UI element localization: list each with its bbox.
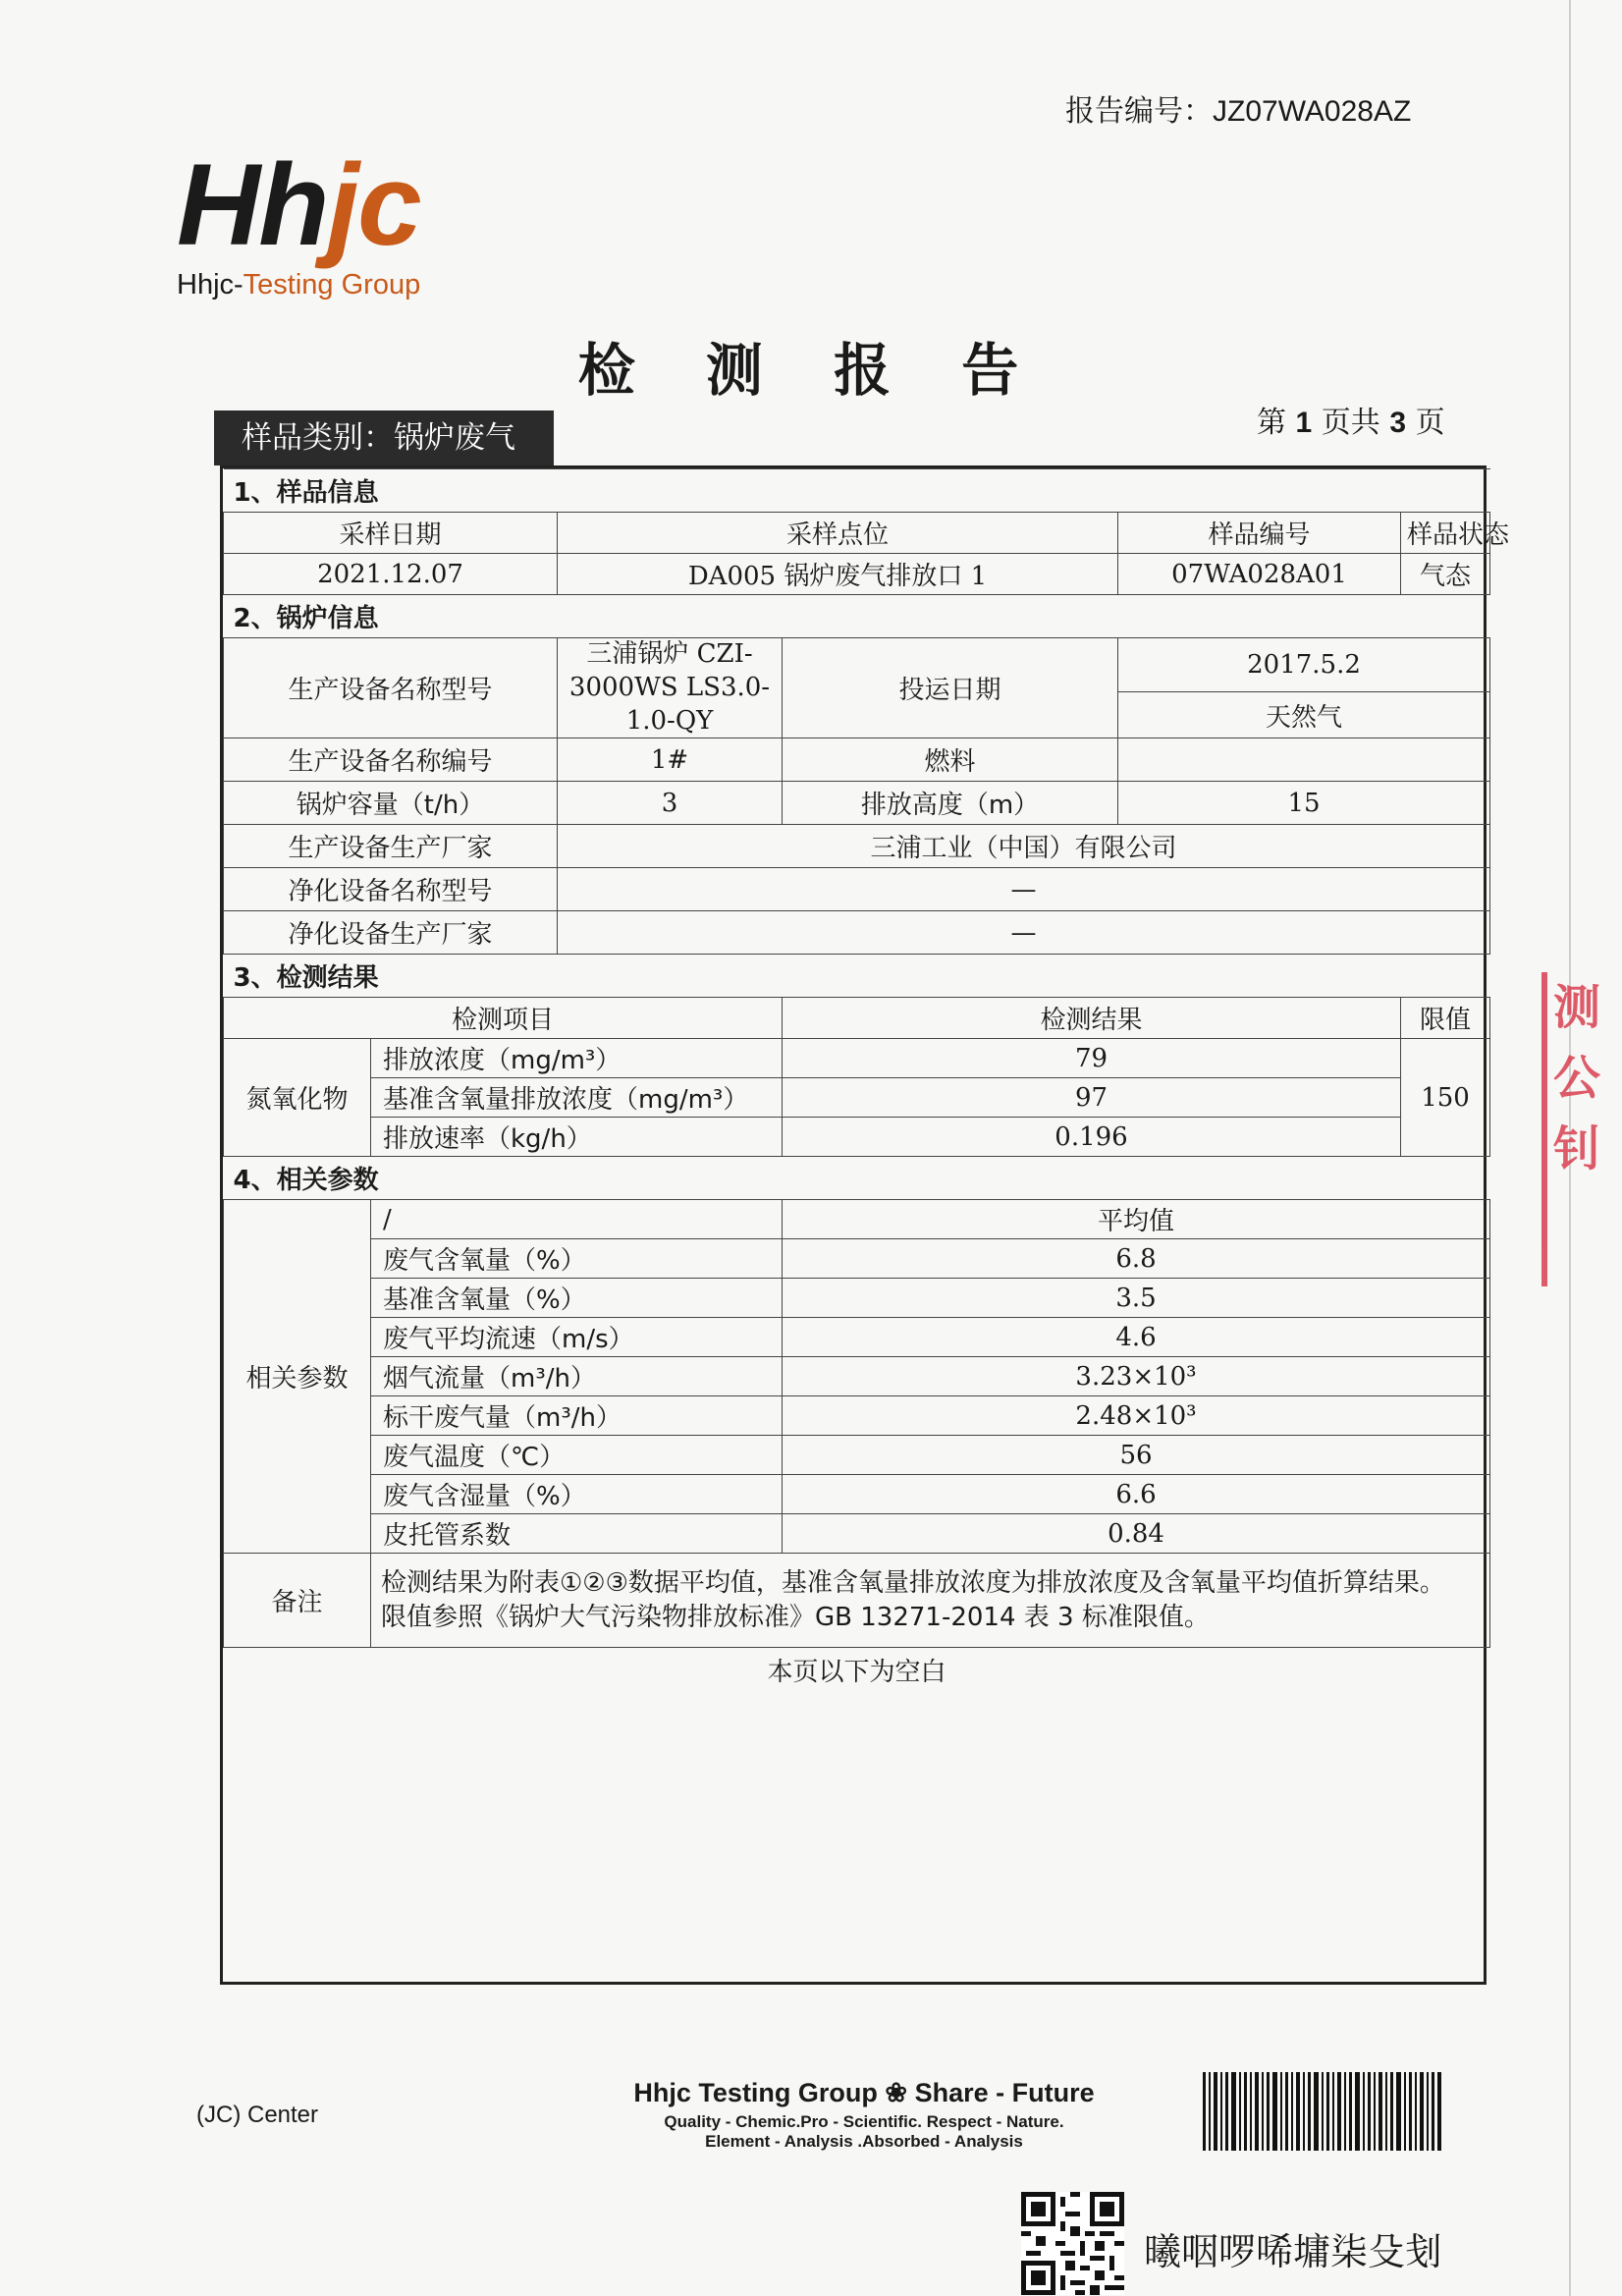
page-count bbox=[1257, 398, 1445, 441]
blank-note: 本页以下为空白 bbox=[767, 1658, 946, 1688]
param-item: 标干废气量（m³/h） bbox=[371, 1396, 783, 1436]
label-manufacturer: 生产设备生产厂家 bbox=[224, 825, 558, 868]
page-prefix: 第 bbox=[1257, 406, 1286, 440]
result-value: 0.196 bbox=[783, 1118, 1401, 1157]
params-header-item: / bbox=[371, 1200, 783, 1239]
logo-subtitle bbox=[177, 269, 420, 301]
page-suffix: 页 bbox=[1415, 406, 1445, 440]
value-sample-state: 气态 bbox=[1401, 554, 1490, 595]
company-logo bbox=[177, 140, 421, 301]
result-item: 基准含氧量排放浓度（mg/m³） bbox=[371, 1078, 783, 1118]
footer-slogan-line-1 bbox=[628, 2078, 1100, 2108]
param-item: 废气温度（℃） bbox=[371, 1436, 783, 1475]
label-purifier-maker: 净化设备生产厂家 bbox=[224, 911, 558, 955]
barcode-icon bbox=[1203, 2072, 1443, 2151]
param-value: 3.23×10³ bbox=[783, 1357, 1490, 1396]
param-value: 6.6 bbox=[783, 1475, 1490, 1514]
value-sampling-point: DA005 锅炉废气排放口 1 bbox=[558, 554, 1118, 595]
value-start-date: 2017.5.2 bbox=[1118, 638, 1490, 692]
param-item: 烟气流量（m³/h） bbox=[371, 1357, 783, 1396]
report-table bbox=[223, 468, 1510, 1937]
label-capacity: 锅炉容量（t/h） bbox=[224, 782, 558, 825]
page-total: 3 bbox=[1389, 407, 1407, 439]
footer-center-label: (JC) Center bbox=[196, 2102, 319, 2128]
label-device-no: 生产设备名称编号 bbox=[224, 738, 558, 782]
param-item: 废气含氧量（%） bbox=[371, 1239, 783, 1279]
header-test-item: 检测项目 bbox=[224, 998, 783, 1039]
param-value: 6.8 bbox=[783, 1239, 1490, 1279]
value-purifier-maker: — bbox=[558, 911, 1490, 955]
footer-slogan bbox=[628, 2078, 1100, 2152]
section-results: 3、检测结果 bbox=[224, 955, 1490, 998]
remarks-text bbox=[371, 1554, 1490, 1648]
section-params: 4、相关参数 bbox=[224, 1157, 1490, 1200]
footer-slogan-line-2: Quality - Chemic.Pro - Scientific. Respect - Nature. bbox=[664, 2112, 1064, 2131]
label-start-date: 投运日期 bbox=[783, 638, 1118, 738]
param-value: 4.6 bbox=[783, 1318, 1490, 1357]
logo-jc: jc bbox=[327, 140, 420, 270]
logo-mark bbox=[177, 140, 420, 270]
value-sample-no: 07WA028A01 bbox=[1118, 554, 1401, 595]
remarks-line-1: 检测结果为附表①②③数据平均值，基准含氧量排放浓度为排放浓度及含氧量平均值折算结果。 bbox=[381, 1567, 1445, 1598]
param-item: 基准含氧量（%） bbox=[371, 1279, 783, 1318]
report-table-frame bbox=[220, 465, 1510, 1985]
remarks-label: 备注 bbox=[224, 1554, 371, 1648]
params-header-avg: 平均值 bbox=[783, 1200, 1490, 1239]
red-stamp-fragment: 测 公 钊 bbox=[1541, 972, 1612, 1286]
footer-motto: Share - Future bbox=[914, 2078, 1095, 2107]
value-device-model: 三浦锅炉 CZI-3000WS LS3.0-1.0-QY bbox=[558, 638, 783, 738]
footer-slogan-line-3: Element - Analysis .Absorbed - Analysis bbox=[705, 2132, 1023, 2151]
header-test-result: 检测结果 bbox=[783, 998, 1401, 1039]
header-sampling-date: 采样日期 bbox=[224, 513, 558, 554]
result-item: 排放浓度（mg/m³） bbox=[371, 1039, 783, 1078]
value-fuel-blank bbox=[1118, 738, 1490, 782]
label-purifier-model: 净化设备名称型号 bbox=[224, 868, 558, 911]
header-sample-state: 样品状态 bbox=[1401, 513, 1490, 554]
header-sampling-point: 采样点位 bbox=[558, 513, 1118, 554]
param-item: 皮托管系数 bbox=[371, 1514, 783, 1554]
param-value: 3.5 bbox=[783, 1279, 1490, 1318]
bottom-garbled-text: 曦咽啰唏墉柒殳刬 bbox=[1144, 2230, 1443, 2273]
value-purifier-model: — bbox=[558, 868, 1490, 911]
value-limit: 150 bbox=[1401, 1039, 1490, 1157]
value-height: 15 bbox=[1118, 782, 1490, 825]
logo-sub-b: Testing Group bbox=[243, 269, 421, 301]
param-item: 废气含湿量（%） bbox=[371, 1475, 783, 1514]
footer-group-name: Hhjc Testing Group bbox=[633, 2078, 878, 2107]
value-capacity: 3 bbox=[558, 782, 783, 825]
result-item: 排放速率（kg/h） bbox=[371, 1118, 783, 1157]
param-item: 废气平均流速（m/s） bbox=[371, 1318, 783, 1357]
result-value: 79 bbox=[783, 1039, 1401, 1078]
label-device-model: 生产设备名称型号 bbox=[224, 638, 558, 738]
param-value: 56 bbox=[783, 1436, 1490, 1475]
label-fuel: 燃料 bbox=[783, 738, 1118, 782]
value-sampling-date: 2021.12.07 bbox=[224, 554, 558, 595]
document-title: 检 测 报 告 bbox=[577, 337, 1045, 404]
qr-code-icon bbox=[1021, 2192, 1124, 2295]
result-value: 97 bbox=[783, 1078, 1401, 1118]
value-fuel-type: 天然气 bbox=[1118, 691, 1490, 738]
param-value: 2.48×10³ bbox=[783, 1396, 1490, 1436]
logo-sub-a: Hhjc- bbox=[177, 269, 243, 301]
label-height: 排放高度（m） bbox=[783, 782, 1118, 825]
value-manufacturer: 三浦工业（中国）有限公司 bbox=[558, 825, 1490, 868]
logo-hh: Hh bbox=[177, 140, 328, 270]
section-boiler-info: 2、锅炉信息 bbox=[224, 595, 1490, 638]
remarks-line-2: 限值参照《锅炉大气污染物排放标准》GB 13271-2014 表 3 标准限值。 bbox=[381, 1602, 1210, 1632]
report-number: 报告编号：JZ07WA028AZ bbox=[1065, 95, 1412, 128]
group-params: 相关参数 bbox=[224, 1200, 371, 1554]
value-device-no: 1# bbox=[558, 738, 783, 782]
header-sample-no: 样品编号 bbox=[1118, 513, 1401, 554]
param-value: 0.84 bbox=[783, 1514, 1490, 1554]
section-sample-info: 1、样品信息 bbox=[224, 469, 1490, 513]
page-num: 1 bbox=[1295, 407, 1313, 439]
group-nox: 氮氧化物 bbox=[224, 1039, 371, 1157]
header-limit: 限值 bbox=[1401, 998, 1490, 1039]
sample-category: 样品类别：锅炉废气 bbox=[214, 410, 554, 465]
flower-icon: ❀ bbox=[885, 2078, 908, 2107]
page-mid: 页共 bbox=[1321, 406, 1380, 440]
